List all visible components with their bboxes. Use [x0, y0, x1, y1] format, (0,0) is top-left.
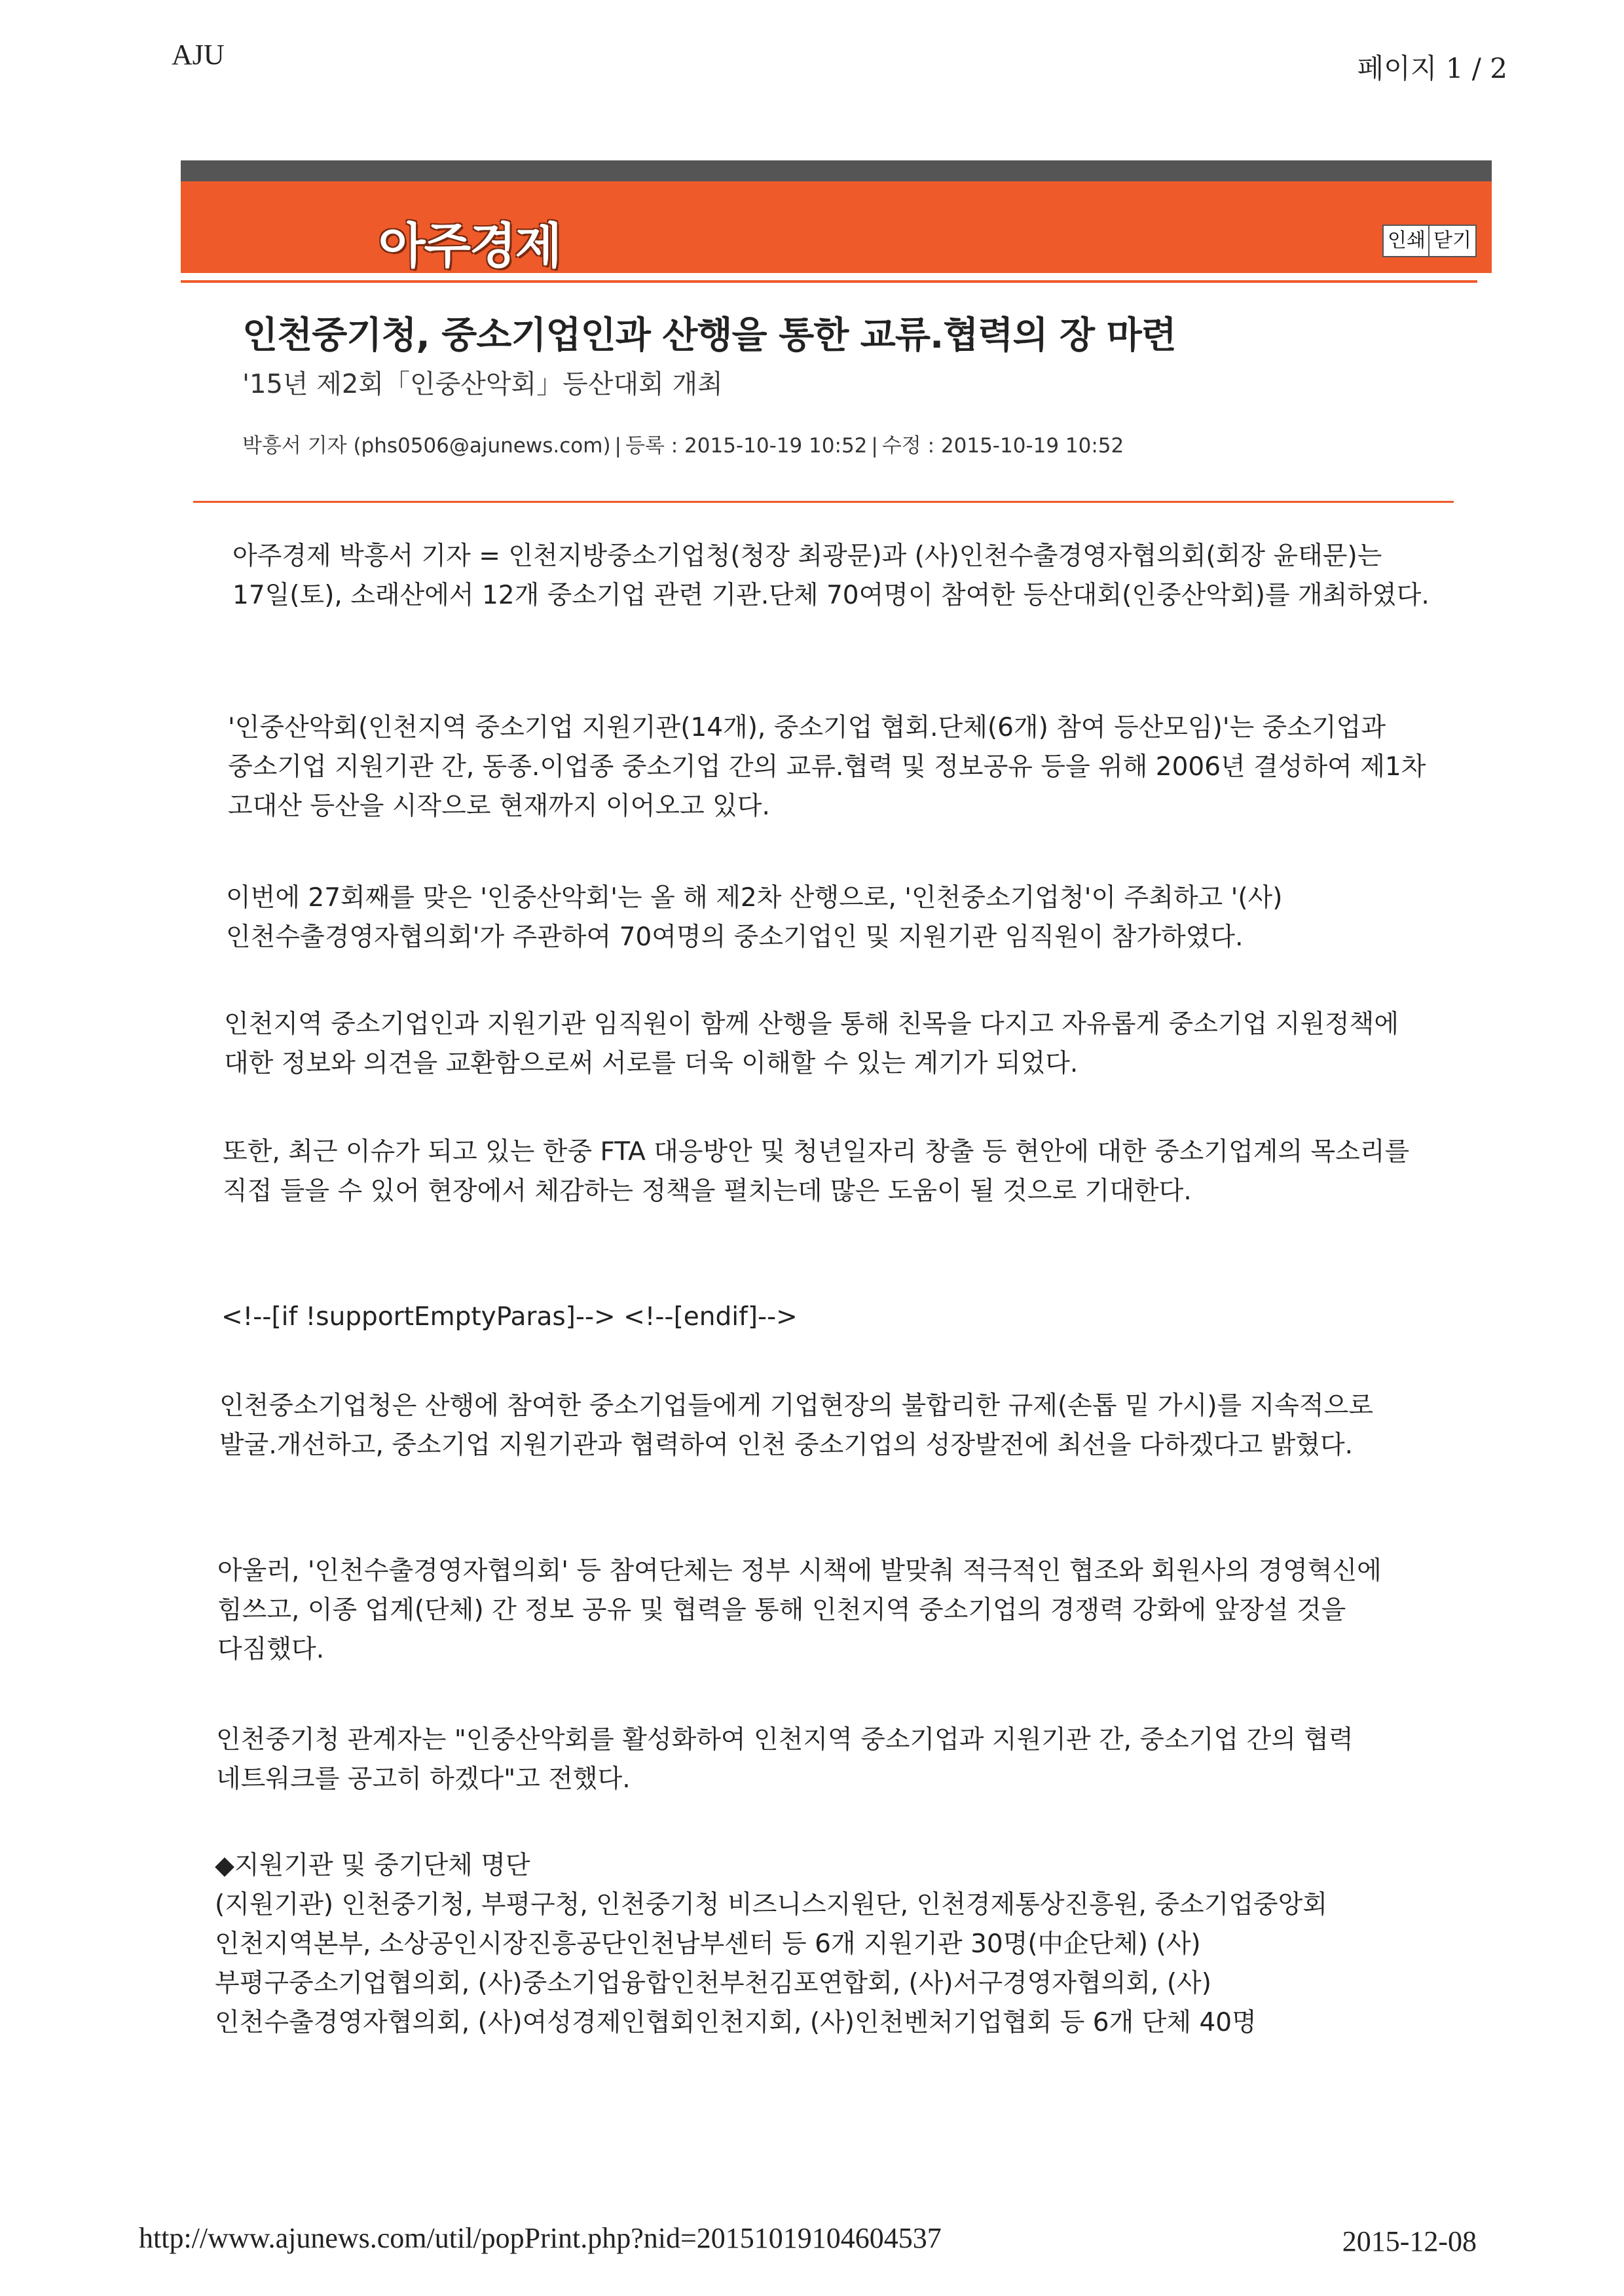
header-divider — [193, 501, 1454, 503]
byline-author: 박흥서 기자 (phs0506@ajunews.com) — [242, 434, 611, 458]
article-paragraph: 인천지역 중소기업인과 지원기관 임직원이 함께 산행을 통해 친목을 다지고 자유롭게 중소기업 지원정책에 대한 정보와 의견을 교환함으로써 서로를 더욱 이해할 수 있는 계기가 되었다. — [224, 1010, 1399, 1078]
article-paragraph: 또한, 최근 이슈가 되고 있는 한중 FTA 대응방안 및 청년일자리 창출 등 현안에 대한 중소기업계의 목소리를 직접 들을 수 있어 현장에서 체감하는 정책을 펼치는데 많은 도움이 될 것으로 기대한다. — [223, 1137, 1410, 1206]
list-body: (지원기관) 인천중기청, 부평구청, 인천중기청 비즈니스지원단, 인천경제통상진흥원, 중소기업중앙회 인천지역본부, 소상공인시장진흥공단인천남부센터 등 6개 지원기관 30명(中企단체) (사)부평구중소기업협의회, (사)중소기업융합인천부천김포연합회, (사)서구경영자협의회, (사)인천수출경영자협의회, (사)여성경제인협회인천지회, (사)인천벤처기업협회 등 6개 단체 40명 — [215, 1890, 1328, 2037]
article-subhead: '15년 제2회「인중산악회」등산대회 개최 — [242, 369, 723, 399]
article-paragraph: '인중산악회(인천지역 중소기업 지원기관(14개), 중소기업 협회.단체(6개) 참여 등산모임)'는 중소기업과 중소기업 지원기관 간, 동종.이업종 중소기업 간의 교류.협력 및 정보공유 등을 위해 2006년 결성하여 제1차 고대산 등산을 시작으로 현재까지 이어오고 있다. — [228, 713, 1426, 821]
article-paragraph: <!--[if !supportEmptyParas]--> <!--[endif]--> — [221, 1302, 798, 1332]
site-logo[interactable]: 아주경제 — [378, 218, 561, 274]
site-banner — [181, 160, 1492, 273]
print-date: 2015-12-08 — [1342, 2225, 1477, 2257]
print-url: http://www.ajunews.com/util/popPrint.php?nid=20151019104604537 — [139, 2222, 942, 2254]
byline-separator: | — [614, 434, 621, 458]
close-button[interactable]: 닫기 — [1428, 225, 1477, 257]
article-byline — [242, 429, 1124, 458]
page-number: 페이지 1 / 2 — [1357, 52, 1507, 84]
article-paragraph: 이번에 27회째를 맞은 '인중산악회'는 올 해 제2차 산행으로, '인천중소기업청'이 주최하고 '(사)인천수출경영자협의회'가 주관하여 70여명의 중소기업인 및 지원기관 임직원이 참가하였다. — [226, 883, 1283, 952]
byline-modified: 수정 : 2015-10-19 10:52 — [881, 434, 1124, 458]
article-paragraph: 인천중기청 관계자는 "인중산악회를 활성화하여 인천지역 중소기업과 지원기관 간, 중소기업 간의 협력 네트워크를 공고히 하겠다"고 전했다. — [216, 1725, 1354, 1794]
banner-underline — [181, 280, 1477, 283]
article-paragraph: 인천중소기업청은 산행에 참여한 중소기업들에게 기업현장의 불합리한 규제(손톱 밑 가시)를 지속적으로 발굴.개선하고, 중소기업 지원기관과 협력하여 인천 중소기업의 성장발전에 최선을 다하겠다고 밝혔다. — [219, 1391, 1373, 1460]
byline-registered: 등록 : 2015-10-19 10:52 — [625, 434, 868, 458]
article-paragraph: 아울러, '인천수출경영자협의회' 등 참여단체는 정부 시책에 발맞춰 적극적인 협조와 회원사의 경영혁신에 힘쓰고, 이종 업계(단체) 간 정보 공유 및 협력을 통해 인천지역 중소기업의 경쟁력 강화에 앞장설 것을 다짐했다. — [217, 1556, 1382, 1664]
article-headline: 인천중기청, 중소기업인과 산행을 통한 교류.협력의 장 마련 — [242, 314, 1176, 357]
byline-separator: | — [871, 434, 878, 458]
print-source-label: AJU — [172, 39, 225, 71]
article-paragraph: 아주경제 박흥서 기자 = 인천지방중소기업청(청장 최광문)과 (사)인천수출경영자협의회(회장 윤태문)는 17일(토), 소래산에서 12개 중소기업 관련 기관.단체 70여명이 참여한 등산대회(인중산악회)를 개최하였다. — [232, 541, 1430, 610]
print-button[interactable]: 인쇄 — [1382, 225, 1431, 257]
list-title: ◆지원기관 및 중기단체 명단 — [215, 1851, 530, 1880]
